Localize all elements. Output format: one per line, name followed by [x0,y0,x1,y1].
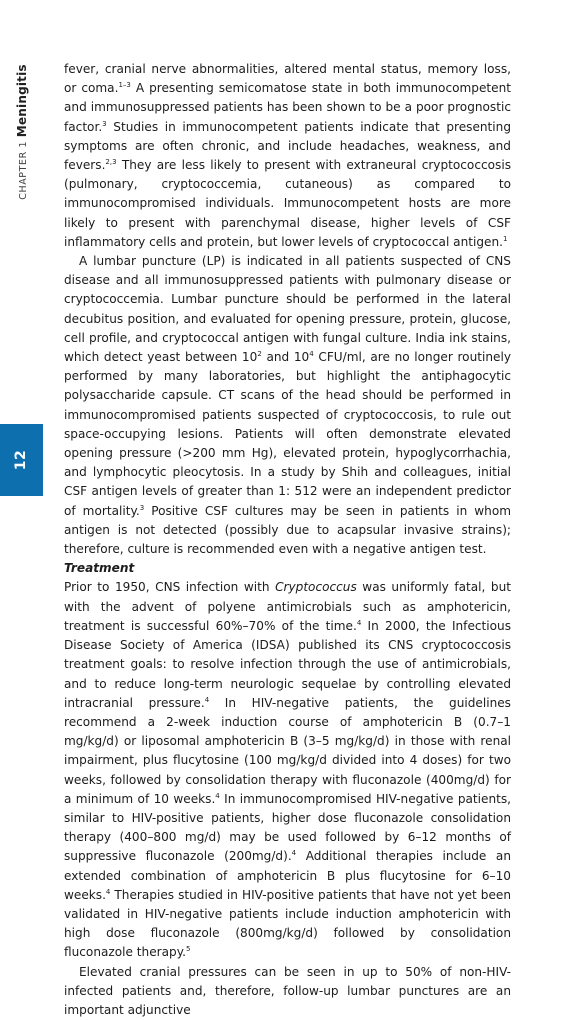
citation: 1 [502,234,508,243]
citation: 4 [204,695,210,704]
paragraph-treatment: Prior to 1950, CNS infection with Cryptococcus was uniformly fatal, but with the advent of polyene antimicrobials such as amphotericin, treatment is successful 60%–70% of the time.$^4$ In 2000, the Infectious Disease Society of America (IDSA) published its CNS cryptococcosis treatment goals: to resolve infection through the use of antimicrobials, and to reduce long-term neurologic sequelae by controlling elevated intracranial pressure.$^4$ In HIV-negative patients, the guidelines recommend a 2-week induction course of amphotericin B (0.7–1 mg/kg/d) or liposomal amphotericin B (3–5 mg/kg/d) in those with renal impairment, plus flucytosine (100 mg/kg/d divided into 4 doses) for two weeks, followed by consolidation therapy with fluconazole (400mg/d) for a minimum of 10 weeks.$^4$ In immunocompromised HIV-negative patients, similar to HIV-positive patients, higher dose fluconazole consolidation therapy (400–800 mg/d) may be used followed by 6–12 months of suppressive fluconazole (200mg/d).$^4$ Additional therapies include an extended combination of amphotericin B plus flucytosine for 6–10 weeks.$^4$ Therapies studied in HIV-positive patients that have not yet been validated in HIV-negative patients include induction amphotericin with high dose fluconazole (800mg/kg/d) followed by consolidation fluconazole therapy.$^5$ [64,580,511,960]
citation: 4 [215,791,220,800]
genus-name: Cryptococcus [275,580,357,595]
superscript: 4 [309,350,314,359]
side-margin [0,0,43,1000]
citation: 4 [291,849,297,858]
chapter-label: CHAPTER 1 [18,140,29,200]
citation: 4 [356,618,362,627]
paragraph-cranial-pressure: Elevated cranial pressures can be seen in up to 50% of non-HIV-infected patients and, therefore, follow-up lumbar punctures are an important adjunctive [64,964,511,1017]
citation: 3 [102,119,107,128]
paragraph-symptoms: fever, cranial nerve abnormalities, altered mental status, memory loss, or coma.$^{1-3}$ A presenting semicomatose state in both immunocompetent and immunosuppressed patients has been shown to be a poor prognostic factor.$^3$ Studies in immunocompetent patients indicate that presenting symptoms are often chronic, and include headaches, weakness, and fevers.$^{2,3}$ They are less likely to present with extraneural cryptococcosis (pulmonary, cryptococcemia, cutaneous) as compared to immunocompromised individuals. Immunocompetent hosts are more likely to present with parenchymal disease, higher levels of CSF inflammatory cells and protein, but lower levels of cryptococcal antigen.$^1$ [64,62,511,249]
page-number-tab [0,424,43,496]
citation: 4 [105,887,111,896]
page-number: 12 [13,449,30,471]
chapter-topic: Meningitis [15,63,29,137]
citation: 3 [139,503,145,512]
section-heading-treatment: Treatment [64,561,135,576]
body-text [64,60,511,1020]
paragraph-lumbar-puncture: A lumbar puncture (LP) is indicated in all patients suspected of CNS disease and all immunosuppressed patients with pulmonary disease or cryptococcemia. Lumbar puncture should be performed in the lateral decubitus position, and evaluated for opening pressure, protein, glucose, cell profile, and cryptococcal antigen with fungal culture. India ink stains, which detect yeast between $10^2$ and $10^4$ CFU/ml, are no longer routinely performed by many laboratories, but highlight the antiphagocytic polysaccharide capsule. CT scans of the head should be performed in immunocompromised patients suspected of cryptococcosis, to rule out space-occupying lesions. Patients will often demonstrate elevated opening pressure (>200 mm Hg), elevated protein, hypoglycorrhachia, and lymphocytic pleocytosis. In a study by Shih and colleagues, initial CSF antigen levels of greater than 1: 512 were an independent predictor of mortality.$^3$ Positive CSF cultures may be seen in patients in whom antigen is not detected (possibly due to acapsular invasive strains); therefore, culture is recommended even with a negative antigen test. [64,254,511,557]
superscript: 2 [257,350,262,359]
citation: 2,3 [105,158,117,167]
citation: 1–3 [118,81,131,90]
running-head [7,64,37,199]
citation: 5 [185,945,191,954]
